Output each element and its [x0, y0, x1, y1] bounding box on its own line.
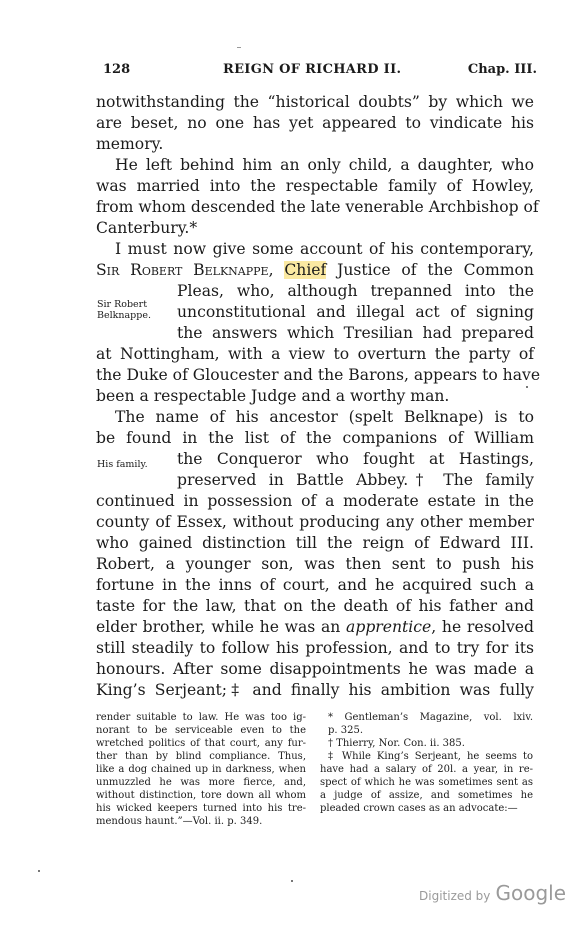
body-line: the answers which Tresilian had prepared [177, 324, 534, 342]
watermark [419, 881, 566, 905]
body-line: memory. [96, 135, 164, 153]
body-line: the Duke of Gloucester and the Barons, appears to have [96, 366, 541, 384]
footnote-right-line: a judge of assize, and sometimes he [320, 790, 533, 801]
chapter-label: Chap. III. [467, 62, 537, 77]
running-title: REIGN OF RICHARD II. [223, 62, 402, 77]
body-line: honours. After some disappointments he was made a [96, 660, 534, 678]
body-line: I must now give some account of his contemporary, [115, 240, 534, 258]
body-line: the Conqueror who fought at Hastings, [177, 450, 534, 468]
footnote-right-line: ‡ While King’s Serjeant, he seems to [328, 751, 533, 762]
body-line: been a respectable Judge and a worthy man. [96, 387, 450, 405]
body-line: fortune in the inns of court, and he acquired such a [96, 576, 534, 594]
footnote-left-line: ther than by blind compliance. Thus, [96, 751, 306, 762]
body-line: from whom descended the late venerable Archbishop of [96, 198, 539, 216]
scan-speck [38, 870, 40, 872]
body-line: who gained distinction till the reign of Edward III. [96, 534, 534, 552]
body-line: notwithstanding the “historical doubts” by which we [96, 93, 534, 111]
scan-speck [237, 47, 241, 48]
body-line [96, 260, 534, 280]
page-number: 128 [103, 62, 131, 77]
body-line: The name of his ancestor (spelt Belknape) is to [115, 408, 534, 426]
body-line: Canterbury.* [96, 219, 198, 237]
body-text: Justice of the Common [326, 261, 534, 279]
footnote-left-line: norant to be serviceable even to the [96, 725, 306, 736]
body-line: was married into the respectable family of Howley, [96, 177, 534, 195]
body-line: preserved in Battle Abbey.† The family [177, 471, 534, 489]
footnote-right-line: have had a salary of 20l. a year, in re- [320, 764, 533, 775]
body-line [96, 617, 534, 637]
page-header [103, 62, 537, 82]
footnote-left-line: wretched politics of that court, any fur- [96, 738, 306, 749]
body-line: still steadily to follow his profession, and to try for its [96, 639, 534, 657]
name-small-caps: Sir Robert Belknappe, [96, 261, 274, 279]
sidenote-belknappe-1: Sir Robert [97, 299, 148, 310]
italic-word: apprentice [346, 618, 432, 636]
footnote-right-line: pleaded crown cases as an advocate:— [320, 803, 518, 814]
footnote-left-line: unmuzzled he was more fierce, and, [96, 777, 306, 788]
body-line: at Nottingham, with a view to overturn the party of [96, 345, 534, 363]
highlighted-word: Chief [284, 261, 327, 279]
footnote-right-line: spect of which he was sometimes sent as [320, 777, 533, 788]
watermark-brand: Google [495, 881, 567, 905]
body-line: He left behind him an only child, a daughter, who [115, 156, 534, 174]
footnote-left-line: without distinction, tore down all whom [96, 790, 306, 801]
footnote-right-line: p. 325. [328, 725, 364, 736]
body-line: continued in possession of a moderate estate in the [96, 492, 534, 510]
body-line: be found in the list of the companions of William [96, 429, 534, 447]
body-text: elder brother, while he was an [96, 618, 347, 636]
body-text: , he resolved [431, 618, 534, 636]
footnote-left-line: mendous haunt.”—Vol. ii. p. 349. [96, 816, 263, 827]
watermark-prefix: Digitized by [419, 889, 491, 903]
body-line: county of Essex, without producing any other member [96, 513, 534, 531]
scan-speck [291, 880, 293, 882]
footnote-left-line: render suitable to law. He was too ig- [96, 712, 306, 723]
footnote-left-line: like a dog chained up in darkness, when [96, 764, 306, 775]
footnote-left-line: his wicked keepers turned into his tre- [96, 803, 306, 814]
sidenote-belknappe-2: Belknappe. [97, 310, 151, 321]
footnote-right-line: * Gentleman’s Magazine, vol. lxiv. [328, 712, 533, 723]
body-line: unconstitutional and illegal act of signing [177, 303, 534, 321]
scan-speck [526, 386, 528, 388]
body-line: are beset, no one has yet appeared to vindicate his [96, 114, 534, 132]
sidenote-family: His family. [97, 459, 148, 470]
body-line: Pleas, who, although trepanned into the [177, 282, 534, 300]
body-line: taste for the law, that on the death of his father and [96, 597, 534, 615]
body-line: Robert, a younger son, was then sent to push his [96, 555, 534, 573]
footnote-right-line: † Thierry, Nor. Con. ii. 385. [328, 738, 465, 749]
body-line: King’s Serjeant;‡ and finally his ambition was fully [96, 681, 534, 699]
